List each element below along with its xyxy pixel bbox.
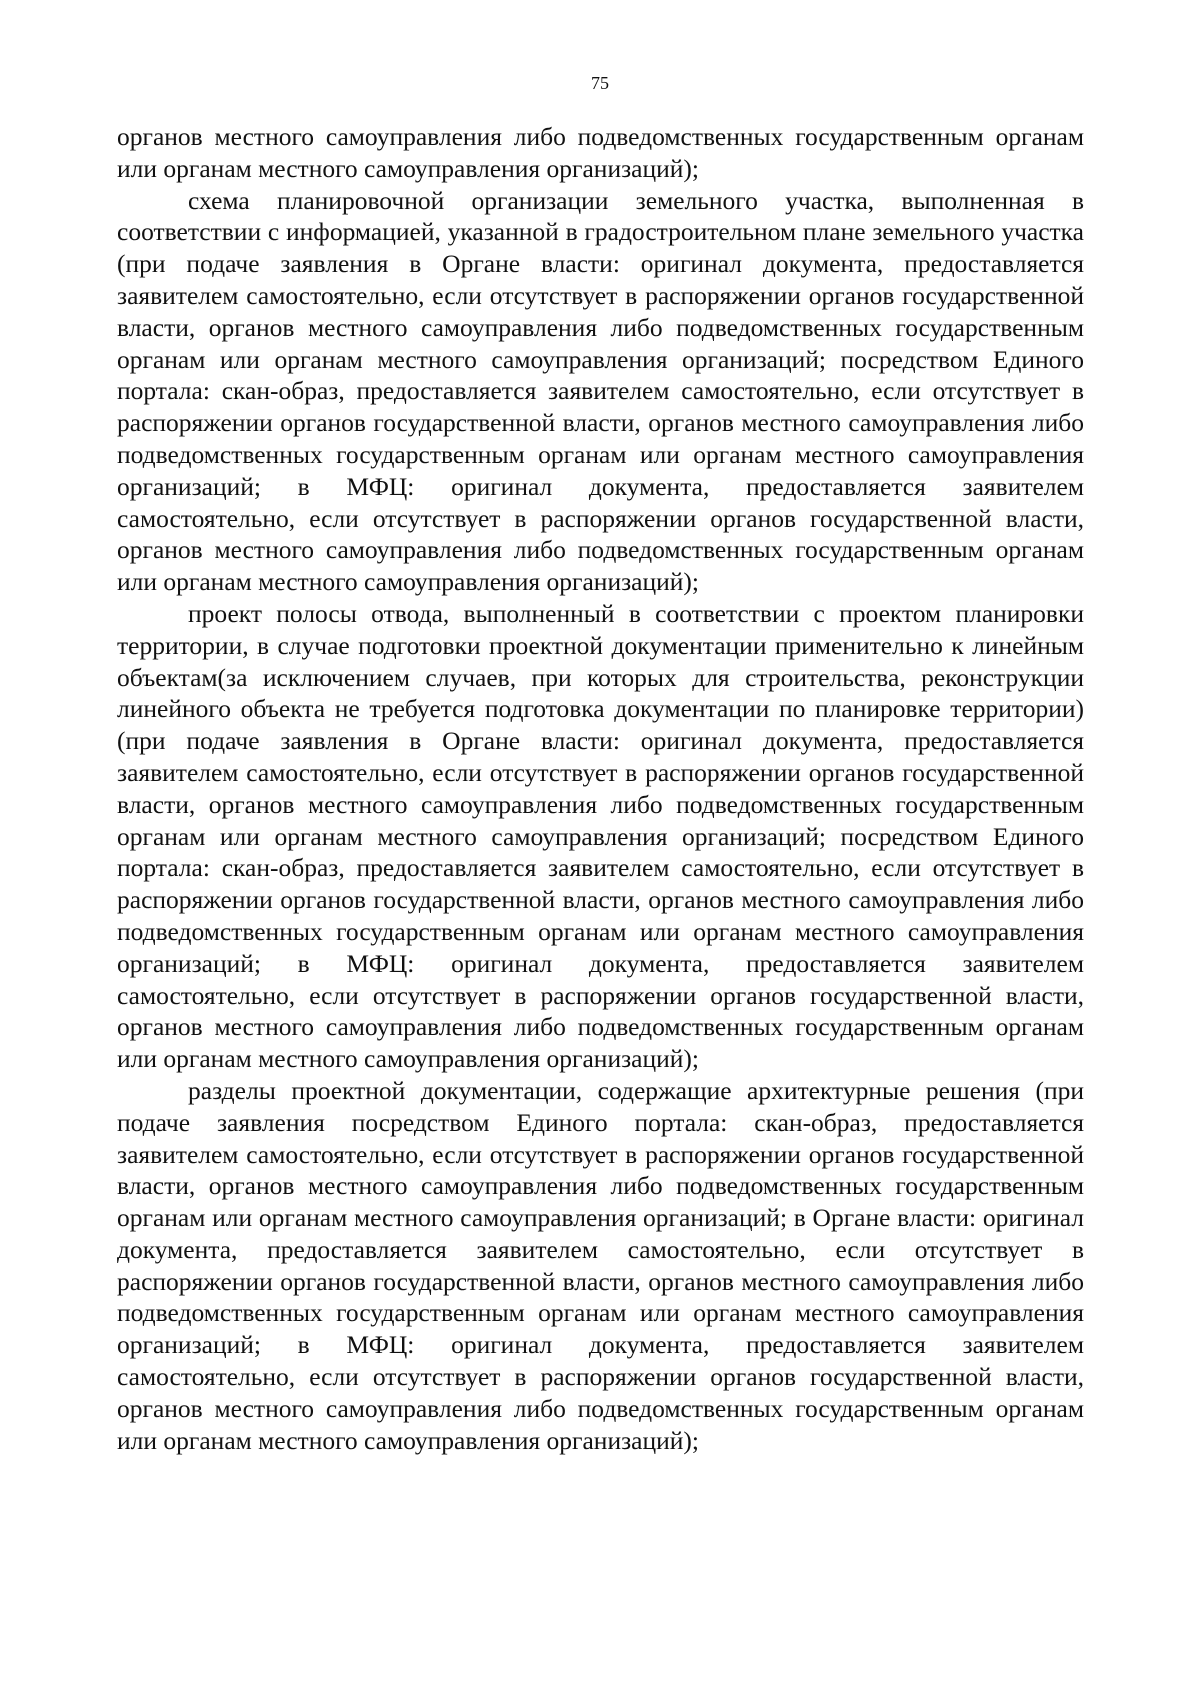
paragraph-continuation: органов местного самоуправления либо подведомственных государственным органам или органам местного самоуправления организаций); [117, 122, 1084, 183]
page-number: 75 [591, 73, 609, 93]
paragraph-right-of-way-project: проект полосы отвода, выполненный в соответствии с проектом планировки территории, в случае подготовки проектной документации применительно к линейным объектам(за исключением случаев, при которых для строительства, реконструкции линейного объекта не требуется подготовка документации по планировке территории) (при подаче заявления в Органе власти: оригинал документа, предоставляется заявителем самостоятельно, если отсутствует в распоряжении органов государственной власти, органов местного самоуправления либо подведомственных государственным органам или органам местного самоуправления организаций; посредством Единого портала: скан-образ, предоставляется заявителем самостоятельно, если отсутствует в распоряжении органов государственной власти, органов местного самоуправления либо подведомственных государственным органам или органам местного самоуправления организаций; в МФЦ: оригинал документа, предоставляется заявителем самостоятельно, если отсутствует в распоряжении органов государственной власти, органов местного самоуправления либо подведомственных государственным органам или органам местного самоуправления организаций); [117, 598, 1084, 1074]
paragraph-architectural-sections: разделы проектной документации, содержащие архитектурные решения (при подаче заявления посредством Единого портала: скан-образ, предоставляется заявителем самостоятельно, если отсутствует в распоряжении органов государственной власти, органов местного самоуправления либо подведомственных государственным органам или органам местного самоуправления организаций; в Органе власти: оригинал документа, предоставляется заявителем самостоятельно, если отсутствует в распоряжении органов государственной власти, органов местного самоуправления либо подведомственных государственным органам или органам местного самоуправления организаций; в МФЦ: оригинал документа, предоставляется заявителем самостоятельно, если отсутствует в распоряжении органов государственной власти, органов местного самоуправления либо подведомственных государственным органам или органам местного самоуправления организаций); [117, 1075, 1084, 1455]
document-body [117, 121, 1084, 1456]
paragraph-site-plan-scheme: схема планировочной организации земельного участка, выполненная в соответствии с информацией, указанной в градостроительном плане земельного участка (при подаче заявления в Органе власти: оригинал документа, предоставляется заявителем самостоятельно, если отсутствует в распоряжении органов государственной власти, органов местного самоуправления либо подведомственных государственным органам или органам местного самоуправления организаций; посредством Единого портала: скан-образ, предоставляется заявителем самостоятельно, если отсутствует в распоряжении органов государственной власти, органов местного самоуправления либо подведомственных государственным органам или органам местного самоуправления организаций; в МФЦ: оригинал документа, предоставляется заявителем самостоятельно, если отсутствует в распоряжении органов государственной власти, органов местного самоуправления либо подведомственных государственным органам или органам местного самоуправления организаций); [117, 185, 1084, 597]
